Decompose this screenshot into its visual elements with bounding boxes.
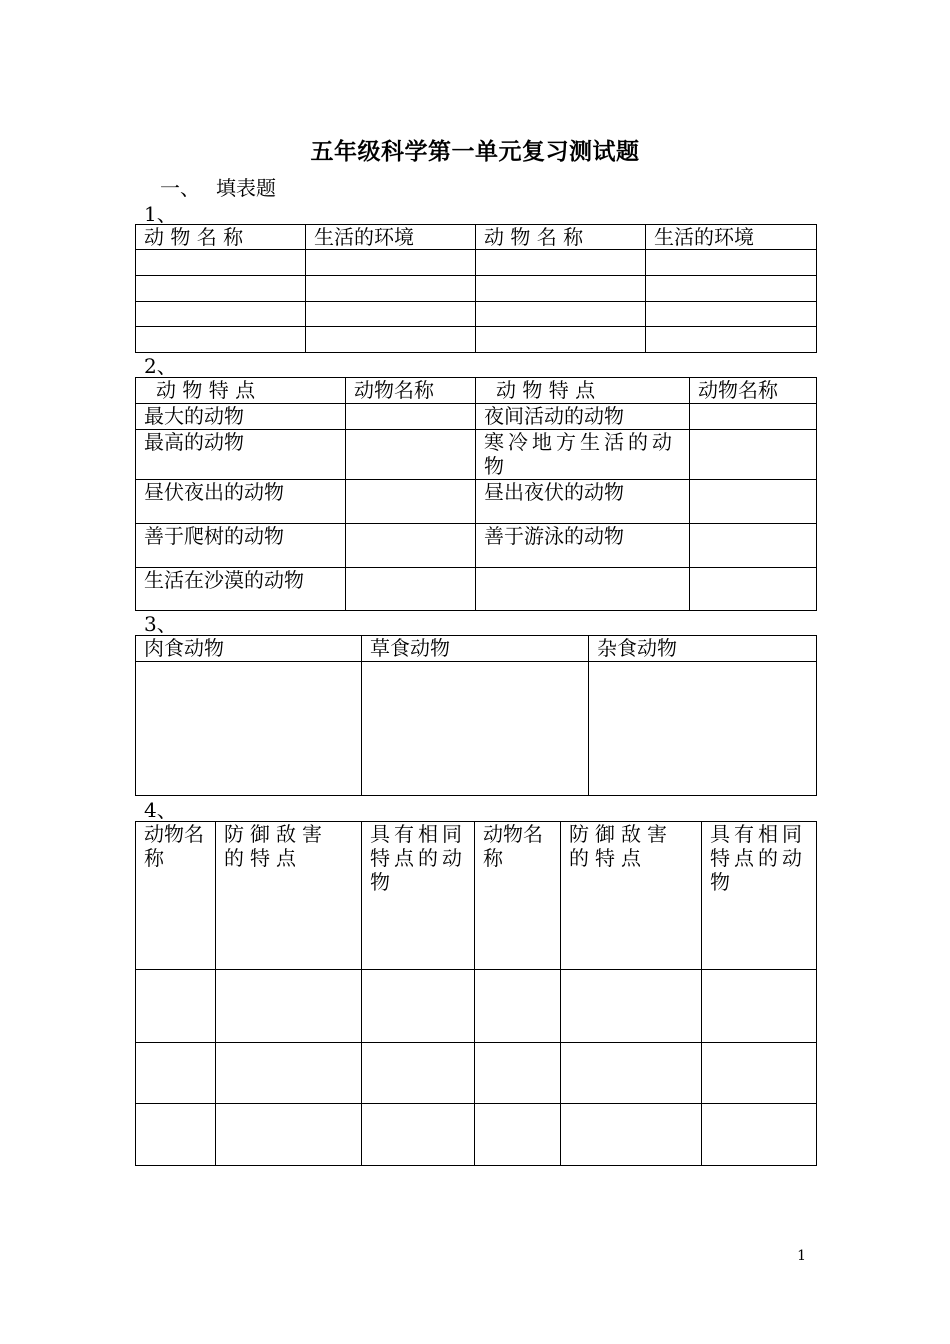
blank-cell[interactable] [216,1104,362,1166]
trait-cell: 生活在沙漠的动物 [136,568,346,611]
blank-cell[interactable] [362,970,475,1043]
blank-cell[interactable] [561,1104,702,1166]
blank-cell[interactable] [646,276,817,302]
blank-cell[interactable] [702,1104,817,1166]
blank-cell[interactable] [690,430,817,480]
table-1-header: 生活的环境 [306,225,476,250]
trait-cell: 最大的动物 [136,404,346,430]
blank-cell[interactable] [475,1043,561,1104]
blank-cell[interactable] [690,404,817,430]
trait-cell: 昼伏夜出的动物 [136,480,346,524]
blank-cell[interactable] [306,250,476,276]
question-2-label: 2、 [144,354,177,378]
trait-cell [476,568,690,611]
blank-cell[interactable] [346,480,476,524]
blank-cell[interactable] [362,1043,475,1104]
blank-cell[interactable] [475,970,561,1043]
blank-cell[interactable] [136,1043,216,1104]
blank-cell[interactable] [346,524,476,568]
table-4 [135,821,817,1166]
blank-cell[interactable] [702,1043,817,1104]
question-4-label: 4、 [144,798,177,822]
blank-cell[interactable] [306,327,476,353]
blank-cell[interactable] [136,1104,216,1166]
blank-cell[interactable] [136,302,306,327]
question-3-label: 3、 [144,612,177,636]
trait-cell: 寒冷地方生活的动物 [476,430,690,480]
table-3-header: 草食动物 [362,636,589,662]
table-2 [135,377,817,611]
table-2-header: 动物名称 [690,378,817,404]
trait-cell: 昼出夜伏的动物 [476,480,690,524]
blank-cell[interactable] [646,302,817,327]
blank-cell[interactable] [476,250,646,276]
blank-cell[interactable] [216,970,362,1043]
page-title: 五年级科学第一单元复习测试题 [310,139,640,165]
page-number: 1 [797,1248,806,1264]
table-2-header: 动物名称 [346,378,476,404]
table-4-header: 防御敌害的特点 [561,822,702,970]
blank-cell[interactable] [346,404,476,430]
blank-cell[interactable] [561,1043,702,1104]
blank-cell[interactable] [346,568,476,611]
blank-cell[interactable] [136,276,306,302]
blank-cell[interactable] [589,662,817,796]
blank-cell[interactable] [136,250,306,276]
blank-cell[interactable] [475,1104,561,1166]
blank-cell[interactable] [136,662,362,796]
blank-cell[interactable] [136,327,306,353]
blank-cell[interactable] [306,276,476,302]
blank-cell[interactable] [346,430,476,480]
blank-cell[interactable] [690,524,817,568]
blank-cell[interactable] [136,970,216,1043]
blank-cell[interactable] [646,250,817,276]
trait-cell: 最高的动物 [136,430,346,480]
blank-cell[interactable] [702,970,817,1043]
blank-cell[interactable] [690,480,817,524]
table-2-header: 动 物 特 点 [476,378,690,404]
section-heading: 填表题 [216,176,276,200]
blank-cell[interactable] [362,662,589,796]
table-2-header: 动 物 特 点 [136,378,346,404]
question-1-label: 1、 [144,202,177,226]
table-4-header: 防御敌害的特点 [216,822,362,970]
blank-cell[interactable] [476,302,646,327]
table-1-header: 动 物 名 称 [476,225,646,250]
table-4-header: 动物名称 [136,822,216,970]
table-1 [135,224,817,353]
section-number: 一、 [160,176,200,200]
blank-cell[interactable] [561,970,702,1043]
table-4-header: 动物名称 [475,822,561,970]
trait-cell: 善于游泳的动物 [476,524,690,568]
table-4-header: 具有相同特点的动物 [702,822,817,970]
table-3 [135,635,817,796]
table-1-header: 动 物 名 称 [136,225,306,250]
table-4-header: 具有相同特点的动物 [362,822,475,970]
trait-cell: 善于爬树的动物 [136,524,346,568]
blank-cell[interactable] [476,276,646,302]
trait-cell: 夜间活动的动物 [476,404,690,430]
blank-cell[interactable] [646,327,817,353]
table-3-header: 杂食动物 [589,636,817,662]
blank-cell[interactable] [362,1104,475,1166]
table-1-header: 生活的环境 [646,225,817,250]
blank-cell[interactable] [690,568,817,611]
blank-cell[interactable] [306,302,476,327]
table-3-header: 肉食动物 [136,636,362,662]
blank-cell[interactable] [476,327,646,353]
blank-cell[interactable] [216,1043,362,1104]
